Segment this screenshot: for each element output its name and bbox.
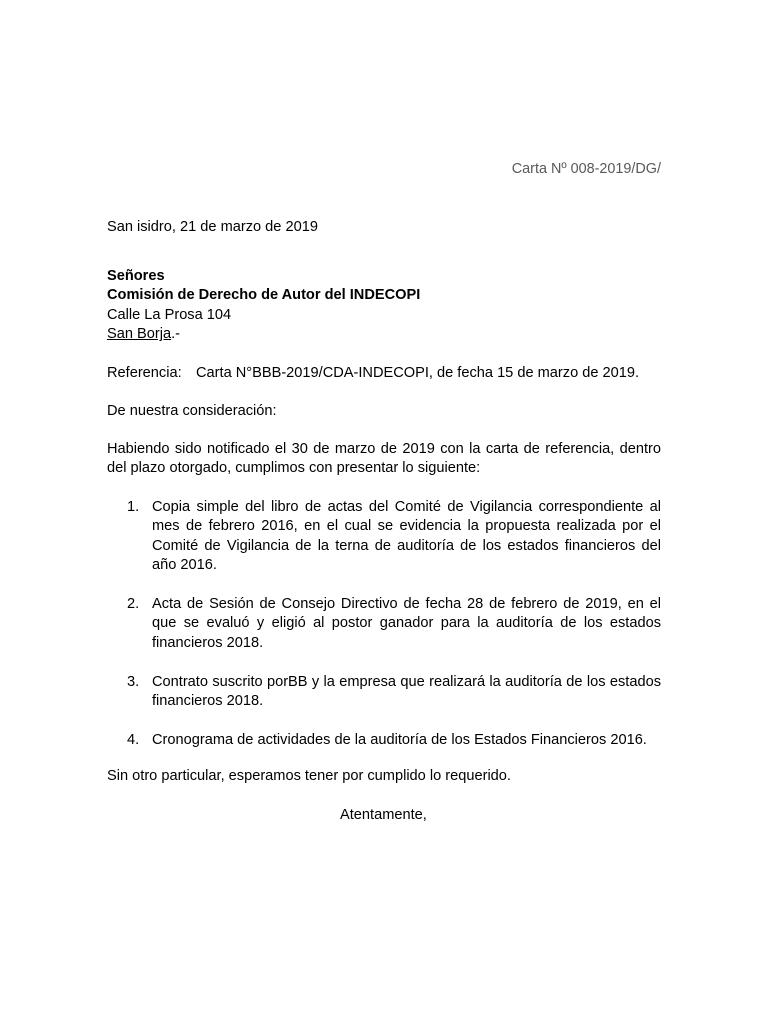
addressee-city-line — [107, 325, 420, 344]
list-item-number: 1. — [127, 499, 140, 515]
greeting: De nuestra consideración: — [107, 403, 277, 419]
list-item-text: Copia simple del libro de actas del Comité de Vigilancia correspondiente al mes de febrero 2016, en el cual se evidencia la propuesta realizada por el Comité de Vigilancia de la terna de auditoría de los estados financieros del año 2016. — [152, 499, 661, 574]
reference-line — [107, 364, 639, 383]
reference-label: Referencia: — [107, 365, 182, 381]
list-item-text: Cronograma de actividades de la auditoría de los Estados Financieros 2016. — [152, 731, 647, 748]
list-item — [107, 673, 661, 712]
list-item-text: Contrato suscrito porBB y la empresa que realizará la auditoría de los estados financieros 2018. — [152, 673, 661, 710]
addressee-block — [107, 267, 420, 345]
document-list — [107, 498, 661, 770]
list-item — [107, 498, 661, 576]
addressee-organization: Comisión de Derecho de Autor del INDECOPI — [107, 287, 421, 304]
list-item-number: 4. — [127, 731, 140, 748]
addressee-salutation: Señores — [107, 268, 165, 284]
closing-line: Sin otro particular, esperamos tener por cumplido lo requerido. — [107, 768, 511, 784]
addressee-street: Calle La Prosa 104 — [107, 306, 232, 323]
list-item — [107, 731, 661, 750]
list-item-number: 3. — [127, 673, 140, 690]
intro-paragraph: Habiendo sido notificado el 30 de marzo de 2019 con la carta de referencia, dentro del plazo otorgado, cumplimos con presentar lo siguiente: — [107, 441, 661, 477]
list-item-text: Acta de Sesión de Consejo Directivo de fecha 28 de febrero de 2019, en el que se evaluó y eligió al postor ganador para la auditoría de los estados financieros 2018. — [152, 596, 661, 651]
signoff: Atentamente, — [340, 807, 427, 823]
letter-reference-number: Carta Nº 008-2019/DG/ — [511, 161, 661, 177]
reference-text: Carta N°BBB-2019/CDA-INDECOPI, de fecha 15 de marzo de 2019. — [196, 365, 640, 381]
list-item-number: 2. — [127, 596, 140, 613]
list-item — [107, 595, 661, 653]
addressee-city: San Borja — [107, 326, 172, 343]
addressee-city-suffix: .- — [171, 326, 181, 343]
letter-date: San isidro, 21 de marzo de 2019 — [107, 219, 318, 235]
